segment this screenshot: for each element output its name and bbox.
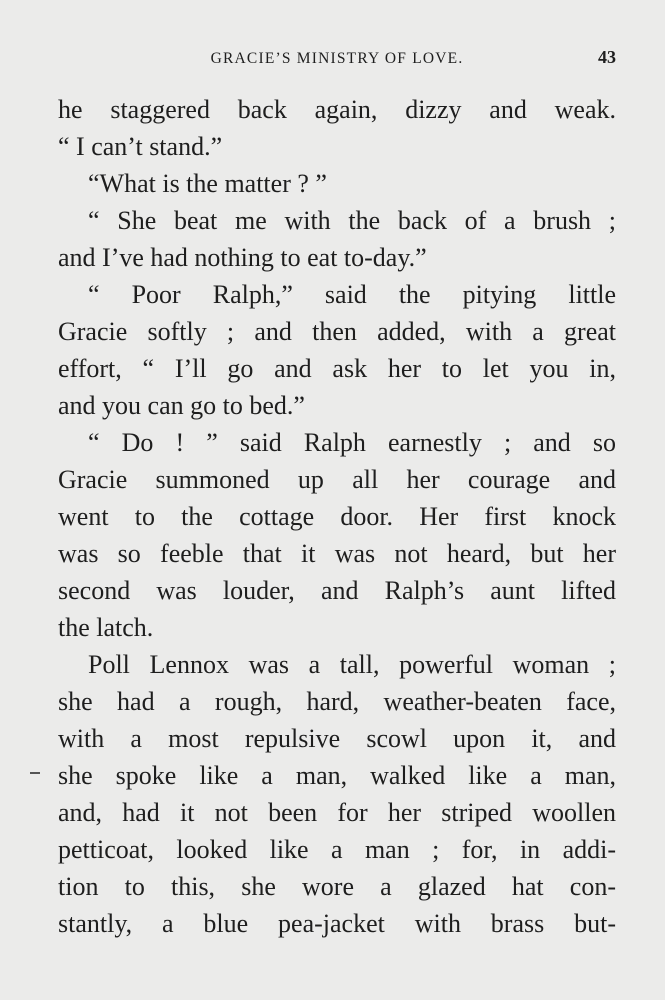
text-line: petticoat, looked like a man ; for, in addi-: [58, 835, 616, 864]
text-line: second was louder, and Ralph’s aunt lifted: [58, 576, 616, 605]
page-number: 43: [598, 47, 616, 67]
page-header: [58, 47, 616, 73]
text-line: stantly, a blue pea-jacket with brass but-: [58, 909, 616, 938]
text-line: with a most repulsive scowl upon it, and: [58, 724, 616, 753]
text-line: “ She beat me with the back of a brush ;: [88, 206, 616, 235]
text-line: Gracie summoned up all her courage and: [58, 465, 616, 494]
text-line: “What is the matter ? ”: [88, 169, 327, 198]
text-line: she spoke like a man, walked like a man,: [58, 761, 616, 790]
text-line: tion to this, she wore a glazed hat con-: [58, 872, 616, 901]
text-line: and, had it not been for her striped woollen: [58, 798, 616, 827]
text-line: went to the cottage door. Her first knock: [58, 502, 616, 531]
text-line: Poll Lennox was a tall, powerful woman ;: [88, 650, 616, 679]
text-line: Gracie softly ; and then added, with a great: [58, 317, 616, 346]
margin-mark: [30, 772, 40, 774]
text-line: “ I can’t stand.”: [58, 132, 223, 161]
text-line: and you can go to bed.”: [58, 391, 305, 420]
running-title: GRACIE’S MINISTRY OF LOVE.: [210, 50, 464, 67]
text-line: effort, “ I’ll go and ask her to let you in,: [58, 354, 616, 383]
text-line: she had a rough, hard, weather-beaten face,: [58, 687, 616, 716]
text-line: and I’ve had nothing to eat to-day.”: [58, 243, 427, 272]
text-line: the latch.: [58, 613, 154, 642]
text-line: he staggered back again, dizzy and weak.: [58, 95, 616, 124]
body-text: [58, 91, 616, 942]
text-line: was so feeble that it was not heard, but her: [58, 539, 616, 568]
text-line: “ Poor Ralph,” said the pitying little: [88, 280, 616, 309]
text-line: “ Do ! ” said Ralph earnestly ; and so: [88, 428, 616, 457]
